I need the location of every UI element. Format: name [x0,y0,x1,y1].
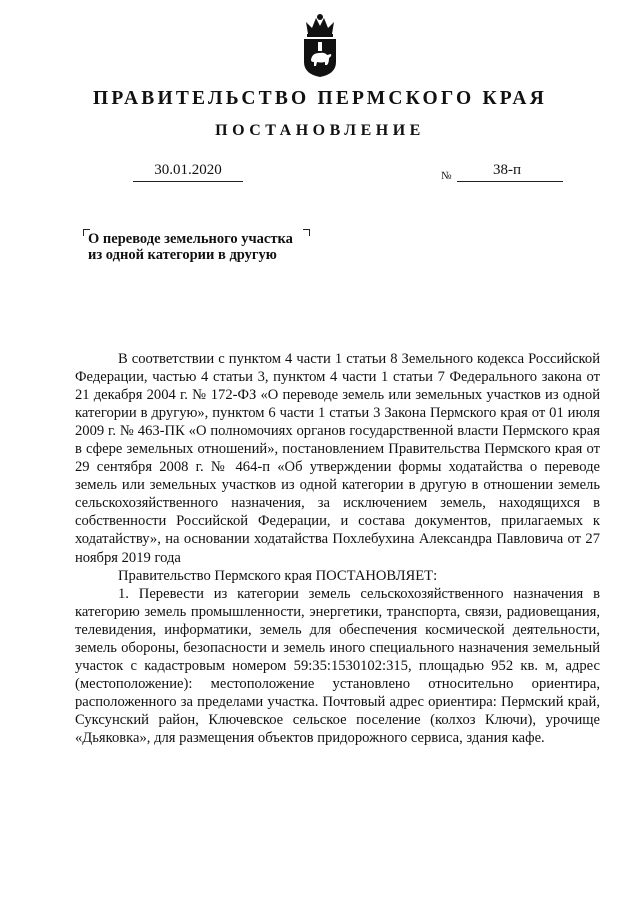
document-date: 30.01.2020 [154,162,222,178]
decree-paragraph: Правительство Пермского края ПОСТАНОВЛЯЕТ: [118,567,438,584]
document-subject [88,231,328,263]
coat-of-arms-icon [300,12,340,78]
document-body [75,350,600,747]
item-1-paragraph: 1. Перевести из категории земель сельскохозяйственного назначения в категорию земель промышленности, энергетики, транспорта, связи, радиовещания, телевидения, информатики, земель для обеспечения космической деятельности, земель обороны, безопасности и земель иного специального назначения земельный участок с кадастровым номером 59:35:1530102:315, площадью 952 кв. м, адрес (местоположение): местоположение установлено относительно ориентира, расположенного за пределами участка. Почтовый адрес ориентира: Пермский край, Суксунский район, Ключевское сельское поселение (колхоз Ключи), урочище «Дьяковка», для размещения объектов придорожного сервиса, здания кафе. [75,585,600,746]
subject-line-2: из одной категории в другую [88,247,277,263]
preamble-paragraph: В соответствии с пунктом 4 части 1 статьи 8 Земельного кодекса Российской Федерации, частью 4 статьи 3, пунктом 4 части 1 статьи 7 Федерального закона от 21 декабря 2004 г. № 172-ФЗ «О переводе земель или земельных участков из одной категории в другую», пунктом 6 части 1 статьи 3 Закона Пермского края от 01 июля 2009 г. № 463-ПК «О полномочиях органов государственной власти Пермского края в сфере земельных отношений», постановлением Правительства Пермского края от 29 сентября 2008 г. № 464-п «Об утверждении формы ходатайства о переводе земель или земельных участков из одной категории в другую в отношении земель сельскохозяйственного назначения, за исключением земель, находящихся в собственности Российской Федерации, и состава документов, прилагаемых к ходатайству», на основании ходатайства Похлебухина Александра Павловича от 27 ноября 2019 года [75,351,600,566]
subject-line-1: О переводе земельного участка [88,231,293,247]
date-field [133,160,243,182]
number-sign: № [441,170,452,182]
government-title: ПРАВИТЕЛЬСТВО ПЕРМСКОГО КРАЯ [93,88,547,109]
document-number: 38-п [493,162,522,178]
number-field [457,160,563,182]
document-type-title: ПОСТАНОВЛЕНИЕ [215,122,425,139]
